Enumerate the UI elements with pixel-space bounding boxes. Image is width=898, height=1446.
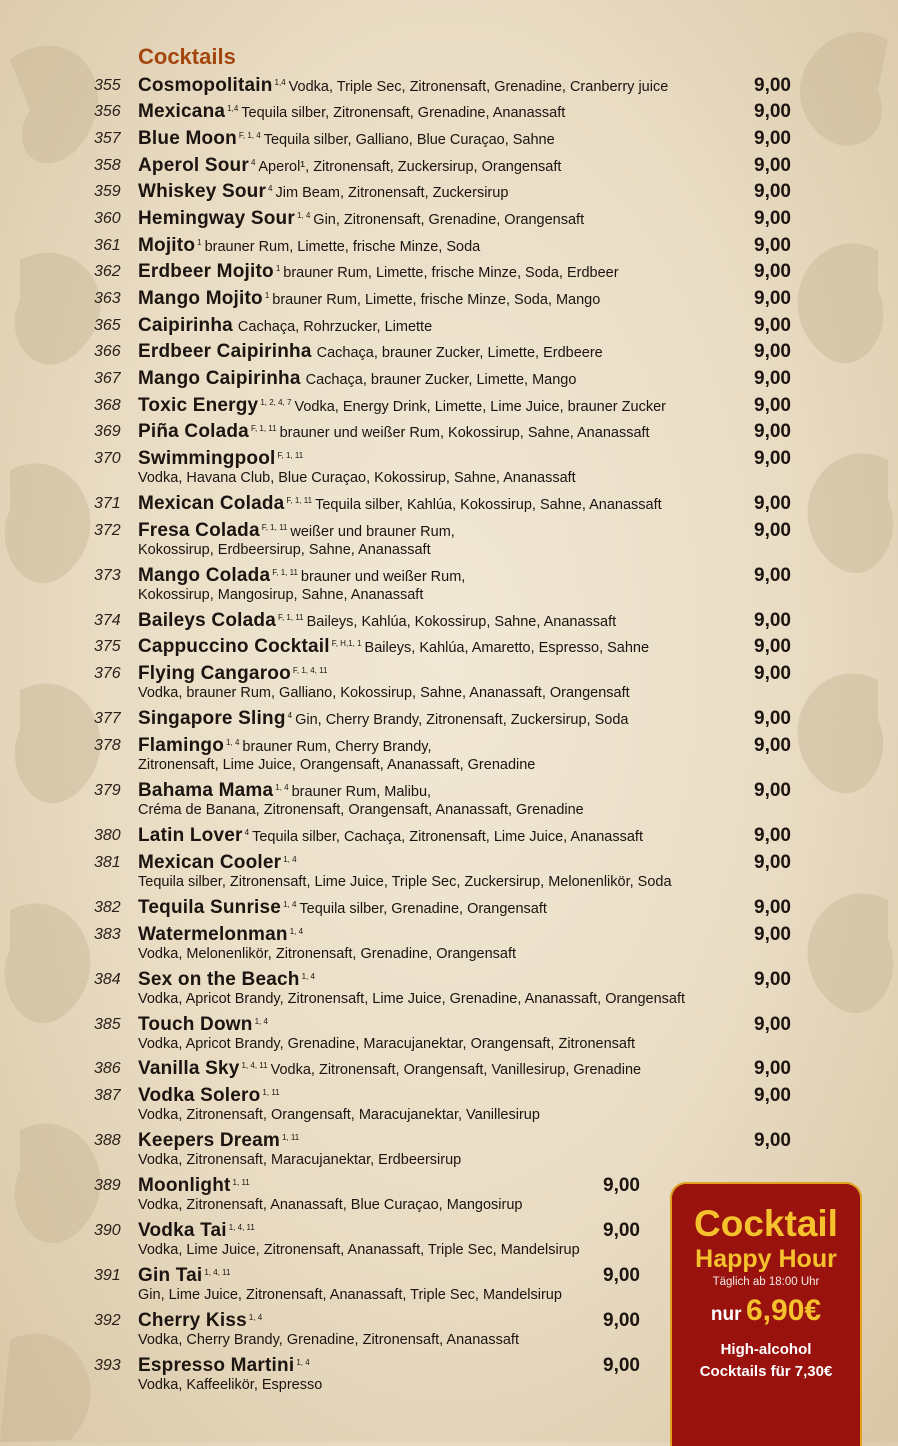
happy-hour-banner xyxy=(670,1182,862,1446)
item-number: 384 xyxy=(94,971,121,988)
item-additives: 1 xyxy=(275,263,281,273)
item-description-line2: Vodka, Havana Club, Blue Curaçao, Kokossirup, Sahne, Ananassaft xyxy=(138,470,576,486)
item-additives: 1, 4 xyxy=(283,899,297,909)
item-name: Moonlight xyxy=(138,1175,231,1196)
item-price: 9,00 xyxy=(754,493,791,514)
item-line1 xyxy=(138,235,480,257)
item-price: 9,00 xyxy=(754,395,791,416)
item-number: 388 xyxy=(94,1132,121,1149)
item-price: 9,00 xyxy=(754,825,791,846)
item-line1 xyxy=(138,368,576,390)
happy-hour-price-line xyxy=(672,1292,860,1335)
item-name: Caipirinha xyxy=(138,315,233,336)
item-number: 379 xyxy=(94,782,121,799)
item-description: Baileys, Kahlúa, Amaretto, Espresso, Sahne xyxy=(364,640,650,656)
item-name: Mexican Cooler xyxy=(138,852,282,873)
item-number: 375 xyxy=(94,638,121,655)
item-price: 9,00 xyxy=(754,155,791,176)
item-additives: 1, 4 xyxy=(283,854,297,864)
item-name: Espresso Martini xyxy=(138,1355,295,1376)
item-price: 9,00 xyxy=(754,663,791,684)
item-additives: 1, 11 xyxy=(232,1177,250,1187)
item-description-line2: Vodka, Zitronensaft, Maracujanektar, Erdbeersirup xyxy=(138,1152,462,1168)
item-description: Tequila silber, Kahlúa, Kokossirup, Sahne, Ananassaft xyxy=(315,497,662,513)
item-price: 9,00 xyxy=(603,1310,640,1331)
item-number: 369 xyxy=(94,423,121,440)
item-price: 9,00 xyxy=(754,288,791,309)
item-number: 380 xyxy=(94,827,121,844)
item-name: Swimmingpool xyxy=(138,448,276,469)
item-description: Gin, Zitronensaft, Grenadine, Orangensaft xyxy=(313,212,585,228)
item-price: 9,00 xyxy=(754,261,791,282)
item-line1 xyxy=(138,825,643,847)
item-additives: 1, 4 xyxy=(254,1016,268,1026)
item-additives: F, 1, 4, 11 xyxy=(292,665,328,675)
item-name: Piña Colada xyxy=(138,421,249,442)
item-price: 9,00 xyxy=(603,1265,640,1286)
item-price: 9,00 xyxy=(754,1058,791,1079)
item-additives: 1,4 xyxy=(274,77,286,87)
item-number: 366 xyxy=(94,343,121,360)
item-description-line2: Vodka, Apricot Brandy, Grenadine, Maracujanektar, Orangensaft, Zitronensaft xyxy=(138,1036,636,1052)
item-name: Cosmopolitain xyxy=(138,75,273,96)
item-additives: F, 1, 11 xyxy=(286,495,313,505)
item-additives: 1, 4, 11 xyxy=(228,1222,255,1232)
item-line1 xyxy=(138,780,431,802)
item-line1 xyxy=(138,1058,641,1080)
item-additives: 1,4 xyxy=(227,103,239,113)
item-price: 9,00 xyxy=(754,235,791,256)
item-number: 373 xyxy=(94,567,121,584)
item-number: 377 xyxy=(94,710,121,727)
item-name: Mango Colada xyxy=(138,565,271,586)
item-number: 391 xyxy=(94,1267,121,1284)
item-description: Baileys, Kahlúa, Kokossirup, Sahne, Ananassaft xyxy=(306,614,617,630)
item-line1 xyxy=(138,1014,271,1036)
item-line1 xyxy=(138,735,432,757)
item-name: Cappuccino Cocktail xyxy=(138,636,330,657)
item-number: 385 xyxy=(94,1016,121,1033)
item-price: 9,00 xyxy=(754,1085,791,1106)
item-price: 9,00 xyxy=(754,128,791,149)
item-description-line2: Zitronensaft, Lime Juice, Orangensaft, Ananassaft, Grenadine xyxy=(138,757,536,773)
happy-hour-nur: nur xyxy=(710,1304,742,1325)
item-line1 xyxy=(138,155,561,177)
item-name: Bahama Mama xyxy=(138,780,274,801)
item-name: Mexicana xyxy=(138,101,226,122)
item-price: 9,00 xyxy=(754,368,791,389)
item-line1 xyxy=(138,1355,313,1377)
item-line1 xyxy=(138,708,628,730)
item-description-line2: Créma de Banana, Zitronensaft, Orangensaft, Ananassaft, Grenadine xyxy=(138,802,584,818)
item-name: Vodka Solero xyxy=(138,1085,261,1106)
item-number: 367 xyxy=(94,370,121,387)
item-price: 9,00 xyxy=(754,1014,791,1035)
item-line1 xyxy=(138,448,306,470)
item-line1 xyxy=(138,969,318,991)
item-line1 xyxy=(138,288,600,310)
item-price: 9,00 xyxy=(754,75,791,96)
item-line1 xyxy=(138,261,619,283)
item-price: 9,00 xyxy=(754,315,791,336)
item-description-line2: Kokossirup, Mangosirup, Sahne, Ananassaft xyxy=(138,587,424,603)
item-name: Blue Moon xyxy=(138,128,237,149)
item-additives: 1, 4 xyxy=(296,210,311,220)
item-description: Vodka, Zitronensaft, Orangensaft, Vanillesirup, Grenadine xyxy=(270,1062,642,1078)
item-line1 xyxy=(138,520,455,542)
item-price: 9,00 xyxy=(754,421,791,442)
item-name: Tequila Sunrise xyxy=(138,897,282,918)
item-additives: F, 1, 11 xyxy=(261,522,288,532)
item-description-line2: Vodka, Cherry Brandy, Grenadine, Zitronensaft, Ananassaft xyxy=(138,1332,519,1348)
item-name: Toxic Energy xyxy=(138,395,259,416)
item-name: Erdbeer Caipirinha xyxy=(138,341,312,362)
item-additives: 4 xyxy=(250,157,256,167)
item-number: 383 xyxy=(94,926,121,943)
item-description: brauner Rum, Malibu, xyxy=(291,784,432,800)
item-additives: 1, 4 xyxy=(301,971,315,981)
item-additives: 1, 4 xyxy=(289,926,304,936)
happy-hour-subtitle: Happy Hour xyxy=(695,1245,837,1273)
item-number: 372 xyxy=(94,522,121,539)
item-additives: 1 xyxy=(264,290,270,300)
item-price: 9,00 xyxy=(754,101,791,122)
item-line1 xyxy=(138,395,666,417)
item-additives: 1, 4 xyxy=(296,1357,310,1367)
item-number: 361 xyxy=(94,237,121,254)
item-additives: 1, 2, 4, 7 xyxy=(260,397,292,407)
item-number: 389 xyxy=(94,1177,121,1194)
item-description-line2: Vodka, Melonenlikör, Zitronensaft, Grenadine, Orangensaft xyxy=(138,946,517,962)
item-additives: F, 1, 11 xyxy=(250,423,277,433)
item-price: 9,00 xyxy=(754,341,791,362)
item-name: Touch Down xyxy=(138,1014,253,1035)
item-description-line2: Vodka, Zitronensaft, Ananassaft, Blue Curaçao, Mangosirup xyxy=(138,1197,523,1213)
item-line1 xyxy=(138,208,584,230)
item-number: 356 xyxy=(94,103,121,120)
item-price: 9,00 xyxy=(754,897,791,918)
item-price: 9,00 xyxy=(603,1355,640,1376)
item-number: 376 xyxy=(94,665,121,682)
item-number: 378 xyxy=(94,737,121,754)
item-line1 xyxy=(138,1310,265,1332)
happy-hour-title: Cocktail xyxy=(694,1203,838,1244)
item-name: Mango Caipirinha xyxy=(138,368,301,389)
item-price: 9,00 xyxy=(754,780,791,801)
item-name: Watermelonman xyxy=(138,924,288,945)
item-price: 9,00 xyxy=(754,181,791,202)
item-description: Gin, Cherry Brandy, Zitronensaft, Zuckersirup, Soda xyxy=(295,712,629,728)
item-name: Aperol Sour xyxy=(138,155,249,176)
item-description-line2: Gin, Lime Juice, Zitronensaft, Ananassaft, Triple Sec, Mandelsirup xyxy=(138,1287,562,1303)
happy-hour-time: Täglich ab 18:00 Uhr xyxy=(712,1276,820,1288)
item-name: Mojito xyxy=(138,235,196,256)
item-number: 387 xyxy=(94,1087,121,1104)
happy-hour-note xyxy=(672,1339,860,1383)
item-description: brauner Rum, Limette, frische Minze, Soda, Erdbeer xyxy=(283,265,619,281)
item-name: Vodka Tai xyxy=(138,1220,227,1241)
item-additives: F, 1, 11 xyxy=(277,450,304,460)
happy-hour-note-line1: High-alcohol xyxy=(720,1341,812,1358)
item-number: 393 xyxy=(94,1357,121,1374)
item-description: Tequila silber, Cachaça, Zitronensaft, Lime Juice, Ananassaft xyxy=(252,829,643,845)
item-price: 9,00 xyxy=(754,565,791,586)
item-line1 xyxy=(138,897,547,919)
item-description-line2: Vodka, brauner Rum, Galliano, Kokossirup, Sahne, Ananassaft, Orangensaft xyxy=(138,685,630,701)
item-description: Cachaça, brauner Zucker, Limette, Mango xyxy=(305,372,577,388)
item-additives: F, 1, 11 xyxy=(272,567,298,577)
item-description-line2: Vodka, Zitronensaft, Orangensaft, Maracujanektar, Vanillesirup xyxy=(138,1107,540,1123)
item-description: Tequila silber, Zitronensaft, Grenadine, Ananassaft xyxy=(241,105,566,121)
item-number: 392 xyxy=(94,1312,121,1329)
happy-hour-price: 6,90€ xyxy=(745,1294,822,1327)
item-price: 9,00 xyxy=(754,1130,791,1151)
item-additives: 4 xyxy=(268,183,273,193)
item-description: Cachaça, brauner Zucker, Limette, Erdbeere xyxy=(316,345,603,361)
item-price: 9,00 xyxy=(754,735,791,756)
item-price: 9,00 xyxy=(754,448,791,469)
item-number: 357 xyxy=(94,130,121,147)
item-name: Mexican Colada xyxy=(138,493,285,514)
item-name: Hemingway Sour xyxy=(138,208,295,229)
item-price: 9,00 xyxy=(754,610,791,631)
item-line1 xyxy=(138,924,306,946)
item-price: 9,00 xyxy=(603,1175,640,1196)
item-description: Tequila silber, Galliano, Blue Curaçao, Sahne xyxy=(263,132,555,148)
item-line1 xyxy=(138,1265,233,1287)
item-name: Vanilla Sky xyxy=(138,1058,240,1079)
item-additives: 4 xyxy=(244,827,250,837)
item-description: brauner und weißer Rum, Kokossirup, Sahne, Ananassaft xyxy=(279,425,650,441)
item-description: weißer und brauner Rum, xyxy=(290,524,455,540)
item-number: 370 xyxy=(94,450,121,467)
item-number: 374 xyxy=(94,612,121,629)
item-line1 xyxy=(138,636,649,658)
item-description: Tequila silber, Grenadine, Orangensaft xyxy=(299,901,547,917)
item-name: Gin Tai xyxy=(138,1265,203,1286)
item-description: Aperol¹, Zitronensaft, Zuckersirup, Orangensaft xyxy=(258,159,562,175)
item-description: brauner Rum, Cherry Brandy, xyxy=(242,739,432,755)
item-price: 9,00 xyxy=(754,208,791,229)
item-additives: 1, 4, 11 xyxy=(204,1267,231,1277)
item-description: Vodka, Triple Sec, Zitronensaft, Grenadine, Cranberry juice xyxy=(288,79,669,95)
item-number: 355 xyxy=(94,77,121,94)
item-additives: 1, 11 xyxy=(282,1132,300,1142)
item-line1 xyxy=(138,101,565,123)
item-description-line2: Vodka, Apricot Brandy, Zitronensaft, Lime Juice, Grenadine, Ananassaft, Orangensaft xyxy=(138,991,686,1007)
item-line1 xyxy=(138,663,330,685)
item-additives: F, H,1, 1 xyxy=(331,638,362,648)
item-line1 xyxy=(138,341,603,363)
item-additives: 1, 4, 11 xyxy=(241,1060,268,1070)
item-description: brauner Rum, Limette, frische Minze, Soda xyxy=(204,239,481,255)
item-description-line2: Kokossirup, Erdbeersirup, Sahne, Ananassaft xyxy=(138,542,431,558)
item-name: Baileys Colada xyxy=(138,610,276,631)
item-description: Cachaça, Rohrzucker, Limette xyxy=(237,319,433,335)
item-additives: F, 1, 4 xyxy=(238,130,261,140)
item-line1 xyxy=(138,128,555,150)
item-name: Erdbeer Mojito xyxy=(138,261,274,282)
item-additives: 1, 11 xyxy=(262,1087,280,1097)
item-number: 363 xyxy=(94,290,121,307)
item-number: 362 xyxy=(94,263,121,280)
item-additives: 1, 4 xyxy=(275,782,289,792)
item-name: Mango Mojito xyxy=(138,288,263,309)
item-name: Singapore Sling xyxy=(138,708,286,729)
item-line1 xyxy=(138,1220,258,1242)
item-line1 xyxy=(138,1085,283,1107)
item-line1 xyxy=(138,421,650,443)
item-price: 9,00 xyxy=(754,924,791,945)
item-name: Cherry Kiss xyxy=(138,1310,247,1331)
item-line1 xyxy=(138,315,432,337)
item-price: 9,00 xyxy=(754,520,791,541)
item-number: 386 xyxy=(94,1060,121,1077)
item-description-line2: Tequila silber, Zitronensaft, Lime Juice, Triple Sec, Zuckersirup, Melonenlikör, Soda xyxy=(138,874,672,890)
item-name: Flying Cangaroo xyxy=(138,663,291,684)
item-number: 360 xyxy=(94,210,121,227)
item-number: 359 xyxy=(94,183,121,200)
item-description-line2: Vodka, Kaffeelikör, Espresso xyxy=(138,1377,323,1393)
item-number: 371 xyxy=(94,495,121,512)
item-additives: 1, 4 xyxy=(226,737,240,747)
item-number: 368 xyxy=(94,397,121,414)
item-number: 382 xyxy=(94,899,121,916)
item-description: Jim Beam, Zitronensaft, Zuckersirup xyxy=(275,185,509,201)
item-line1 xyxy=(138,493,662,515)
item-line1 xyxy=(138,1130,302,1152)
item-additives: 1 xyxy=(197,237,202,247)
item-description: brauner Rum, Limette, frische Minze, Soda, Mango xyxy=(272,292,601,308)
item-name: Flamingo xyxy=(138,735,225,756)
item-name: Latin Lover xyxy=(138,825,243,846)
item-name: Keepers Dream xyxy=(138,1130,281,1151)
item-additives: 1, 4 xyxy=(248,1312,263,1322)
item-line1 xyxy=(138,75,668,97)
item-line1 xyxy=(138,181,508,203)
item-line1 xyxy=(138,1175,253,1197)
item-price: 9,00 xyxy=(754,852,791,873)
item-price: 9,00 xyxy=(754,636,791,657)
item-line1 xyxy=(138,852,300,874)
item-additives: F, 1, 11 xyxy=(277,612,304,622)
item-description: Vodka, Energy Drink, Limette, Lime Juice, brauner Zucker xyxy=(294,399,666,415)
section-title: Cocktails xyxy=(138,44,236,69)
item-additives: 4 xyxy=(287,710,293,720)
item-name: Fresa Colada xyxy=(138,520,260,541)
item-line1 xyxy=(138,565,465,587)
item-name: Sex on the Beach xyxy=(138,969,300,990)
item-number: 381 xyxy=(94,854,121,871)
item-description-line2: Vodka, Lime Juice, Zitronensaft, Ananassaft, Triple Sec, Mandelsirup xyxy=(138,1242,580,1258)
item-name: Whiskey Sour xyxy=(138,181,267,202)
item-price: 9,00 xyxy=(603,1220,640,1241)
item-number: 365 xyxy=(94,317,121,334)
item-number: 390 xyxy=(94,1222,121,1239)
item-line1 xyxy=(138,610,616,632)
item-number: 358 xyxy=(94,157,121,174)
item-price: 9,00 xyxy=(754,969,791,990)
item-price: 9,00 xyxy=(754,708,791,729)
happy-hour-note-line2: Cocktails für 7,30€ xyxy=(699,1363,833,1380)
item-description: brauner und weißer Rum, xyxy=(300,569,466,585)
